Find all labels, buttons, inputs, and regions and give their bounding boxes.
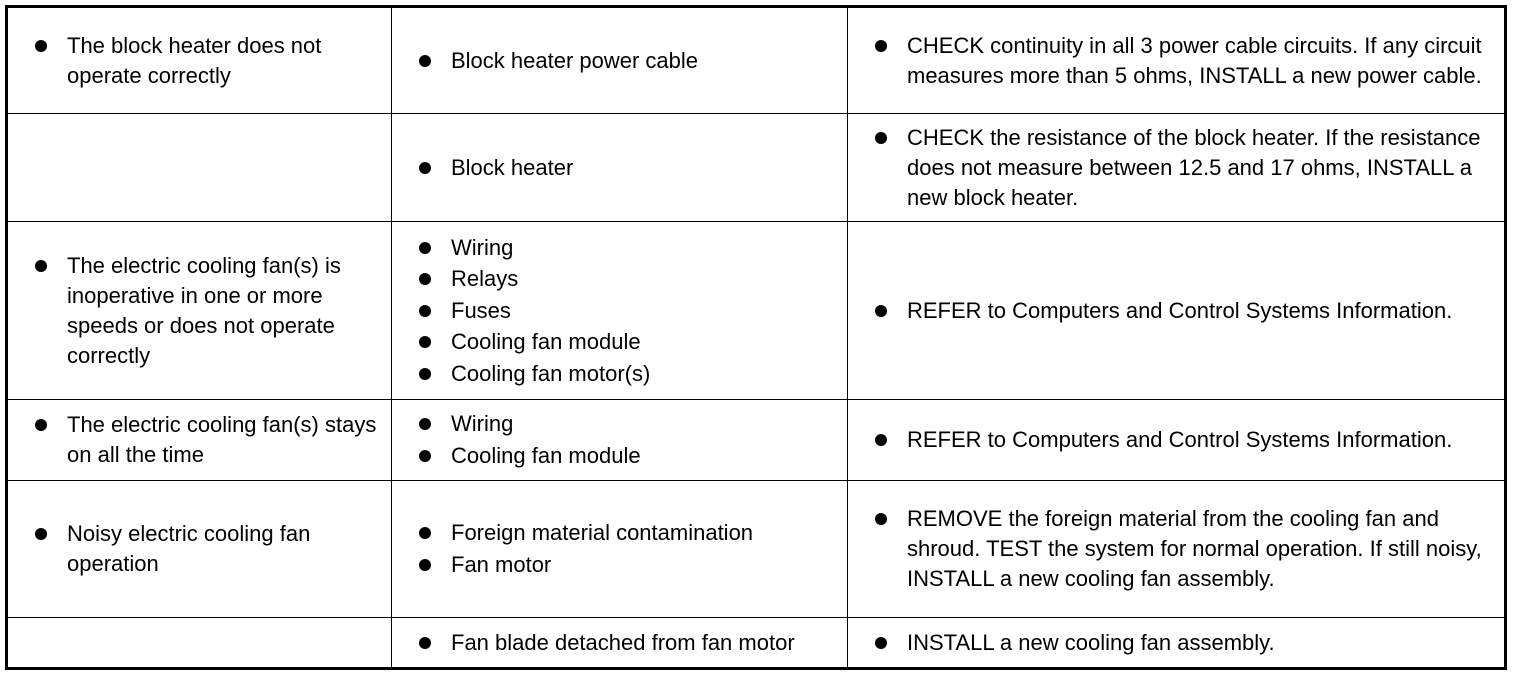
bullet-icon: [875, 434, 887, 446]
source-cell: [392, 7, 848, 114]
bullet-icon: [35, 40, 47, 52]
table-row: [7, 114, 1506, 222]
source-cell: [392, 222, 848, 400]
source-item: Fuses: [412, 296, 837, 326]
action-cell: [848, 114, 1506, 222]
condition-item: The block heater does not operate correctly: [28, 31, 381, 91]
bullet-icon: [875, 305, 887, 317]
condition-cell: [7, 222, 392, 400]
bullet-icon: [419, 418, 431, 430]
source-cell: [392, 400, 848, 481]
bullet-icon: [35, 260, 47, 272]
table-row: [7, 222, 1506, 400]
condition-cell: [7, 114, 392, 222]
bullet-icon: [419, 450, 431, 462]
diagnostic-table: [5, 5, 1507, 670]
table-row: [7, 481, 1506, 618]
action-item: REFER to Computers and Control Systems Information.: [868, 425, 1494, 455]
source-cell: [392, 114, 848, 222]
source-item: Wiring: [412, 233, 837, 263]
bullet-icon: [35, 419, 47, 431]
action-cell: [848, 618, 1506, 669]
source-item: Foreign material contamination: [412, 518, 837, 548]
bullet-icon: [419, 162, 431, 174]
action-cell: [848, 481, 1506, 618]
condition-cell: [7, 400, 392, 481]
bullet-icon: [419, 637, 431, 649]
action-item: CHECK the resistance of the block heater. If the resistance does not measure between 12.5 and 17 ohms, INSTALL a new block heater.: [868, 123, 1494, 213]
source-cell: [392, 481, 848, 618]
source-item: Block heater: [412, 153, 837, 183]
table-row: [7, 400, 1506, 481]
action-cell: [848, 7, 1506, 114]
source-item: Wiring: [412, 409, 837, 439]
bullet-icon: [35, 528, 47, 540]
condition-item: The electric cooling fan(s) stays on all the time: [28, 410, 381, 470]
condition-cell: [7, 481, 392, 618]
bullet-icon: [875, 40, 887, 52]
condition-item: Noisy electric cooling fan operation: [28, 519, 381, 579]
condition-cell: [7, 7, 392, 114]
bullet-icon: [419, 55, 431, 67]
source-item: Fan motor: [412, 550, 837, 580]
condition-item: The electric cooling fan(s) is inoperative in one or more speeds or does not operate correctly: [28, 251, 381, 371]
table-row: [7, 7, 1506, 114]
source-item: Relays: [412, 264, 837, 294]
table-row: [7, 618, 1506, 669]
bullet-icon: [419, 336, 431, 348]
bullet-icon: [875, 513, 887, 525]
source-item: Block heater power cable: [412, 46, 837, 76]
condition-cell: [7, 618, 392, 669]
bullet-icon: [875, 132, 887, 144]
action-item: INSTALL a new cooling fan assembly.: [868, 628, 1494, 658]
bullet-icon: [419, 527, 431, 539]
action-item: REMOVE the foreign material from the cooling fan and shroud. TEST the system for normal operation. If still noisy, INSTALL a new cooling fan assembly.: [868, 504, 1494, 594]
source-cell: [392, 618, 848, 669]
source-item: Fan blade detached from fan motor: [412, 628, 837, 658]
action-item: REFER to Computers and Control Systems Information.: [868, 296, 1494, 326]
source-item: Cooling fan module: [412, 441, 837, 471]
action-cell: [848, 400, 1506, 481]
source-item: Cooling fan module: [412, 327, 837, 357]
bullet-icon: [419, 273, 431, 285]
bullet-icon: [419, 242, 431, 254]
bullet-icon: [419, 368, 431, 380]
action-cell: [848, 222, 1506, 400]
bullet-icon: [875, 637, 887, 649]
bullet-icon: [419, 305, 431, 317]
source-item: Cooling fan motor(s): [412, 359, 837, 389]
action-item: CHECK continuity in all 3 power cable circuits. If any circuit measures more than 5 ohms, INSTALL a new power cable.: [868, 31, 1494, 91]
bullet-icon: [419, 559, 431, 571]
